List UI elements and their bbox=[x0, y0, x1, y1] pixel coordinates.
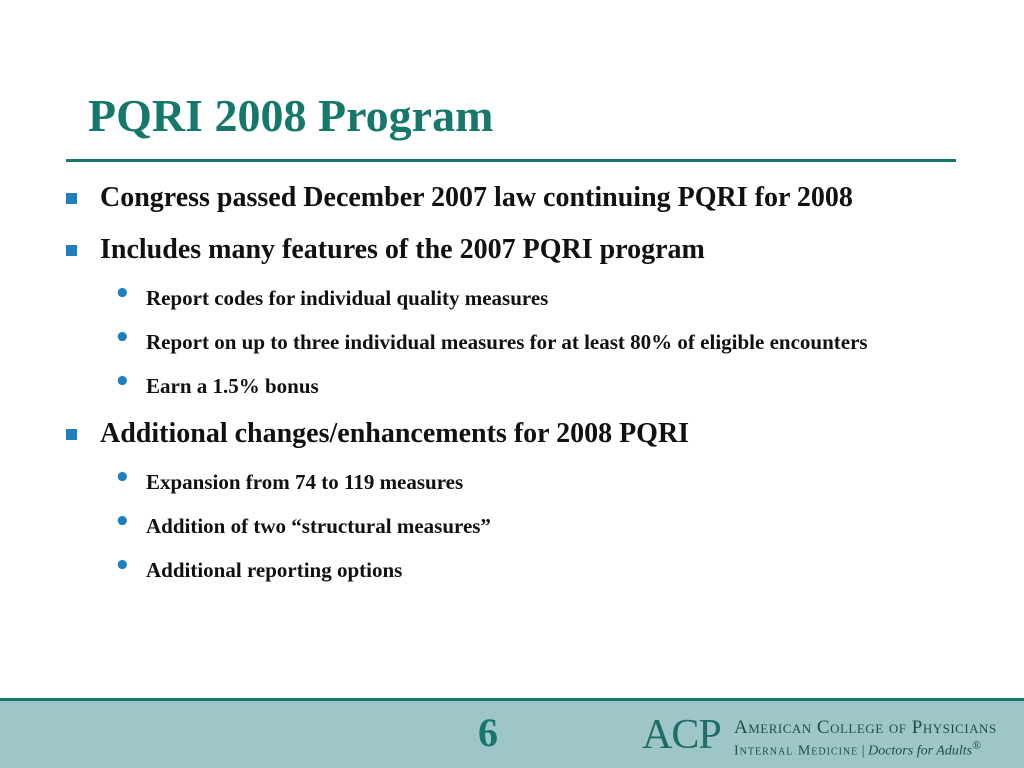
bullet-3-text: Additional changes/enhancements for 2008 PQRI bbox=[100, 418, 690, 449]
sub-bullet-2-3 bbox=[62, 367, 962, 398]
acp-logo-acronym: ACP bbox=[642, 712, 721, 758]
sub-bullet-text: Earn a 1.5% bonus bbox=[146, 374, 319, 398]
sub-bullet-2-1 bbox=[62, 279, 962, 310]
bullet-3 bbox=[62, 418, 962, 450]
dot-bullet-icon: • bbox=[114, 323, 131, 353]
dot-bullet-icon: • bbox=[114, 507, 131, 537]
slide-footer bbox=[0, 698, 1024, 768]
dot-bullet-icon: • bbox=[114, 367, 131, 397]
sub-bullet-3-2 bbox=[62, 507, 962, 538]
sub-bullet-text: Expansion from 74 to 119 measures bbox=[146, 470, 464, 494]
sub-bullet-3-1 bbox=[62, 463, 962, 494]
dot-bullet-icon: • bbox=[114, 551, 131, 581]
sub-bullet-2-2 bbox=[62, 323, 962, 354]
acp-logo-tagline bbox=[734, 739, 981, 760]
page-number: 6 bbox=[478, 710, 498, 755]
acp-logo-name: American College of Physicians bbox=[734, 717, 997, 738]
acp-tag-right: Doctors for Adults bbox=[868, 743, 973, 759]
sub-bullet-text: Addition of two “structural measures” bbox=[146, 514, 491, 538]
sub-bullet-text: Report codes for individual quality measures bbox=[146, 286, 549, 310]
dot-bullet-icon: • bbox=[114, 463, 131, 493]
bullet-2 bbox=[62, 234, 962, 266]
square-bullet-icon bbox=[66, 245, 77, 256]
slide-title: PQRI 2008 Program bbox=[88, 90, 494, 141]
sub-bullet-text: Additional reporting options bbox=[146, 558, 403, 582]
square-bullet-icon bbox=[66, 193, 77, 204]
registered-mark: ® bbox=[972, 739, 981, 752]
square-bullet-icon bbox=[66, 429, 77, 440]
title-divider bbox=[66, 159, 956, 162]
bullet-2-text: Includes many features of the 2007 PQRI program bbox=[100, 234, 705, 265]
bullet-1-text: Congress passed December 2007 law continuing PQRI for 2008 bbox=[100, 182, 853, 213]
dot-bullet-icon: • bbox=[114, 279, 131, 309]
slide-body bbox=[62, 182, 962, 602]
acp-tag-separator: | bbox=[861, 743, 865, 759]
acp-tag-left: Internal Medicine bbox=[734, 743, 859, 759]
bullet-1 bbox=[62, 182, 962, 214]
sub-bullet-3-3 bbox=[62, 551, 962, 582]
sub-bullet-text: Report on up to three individual measures for at least 80% of eligible encounters bbox=[146, 330, 868, 354]
